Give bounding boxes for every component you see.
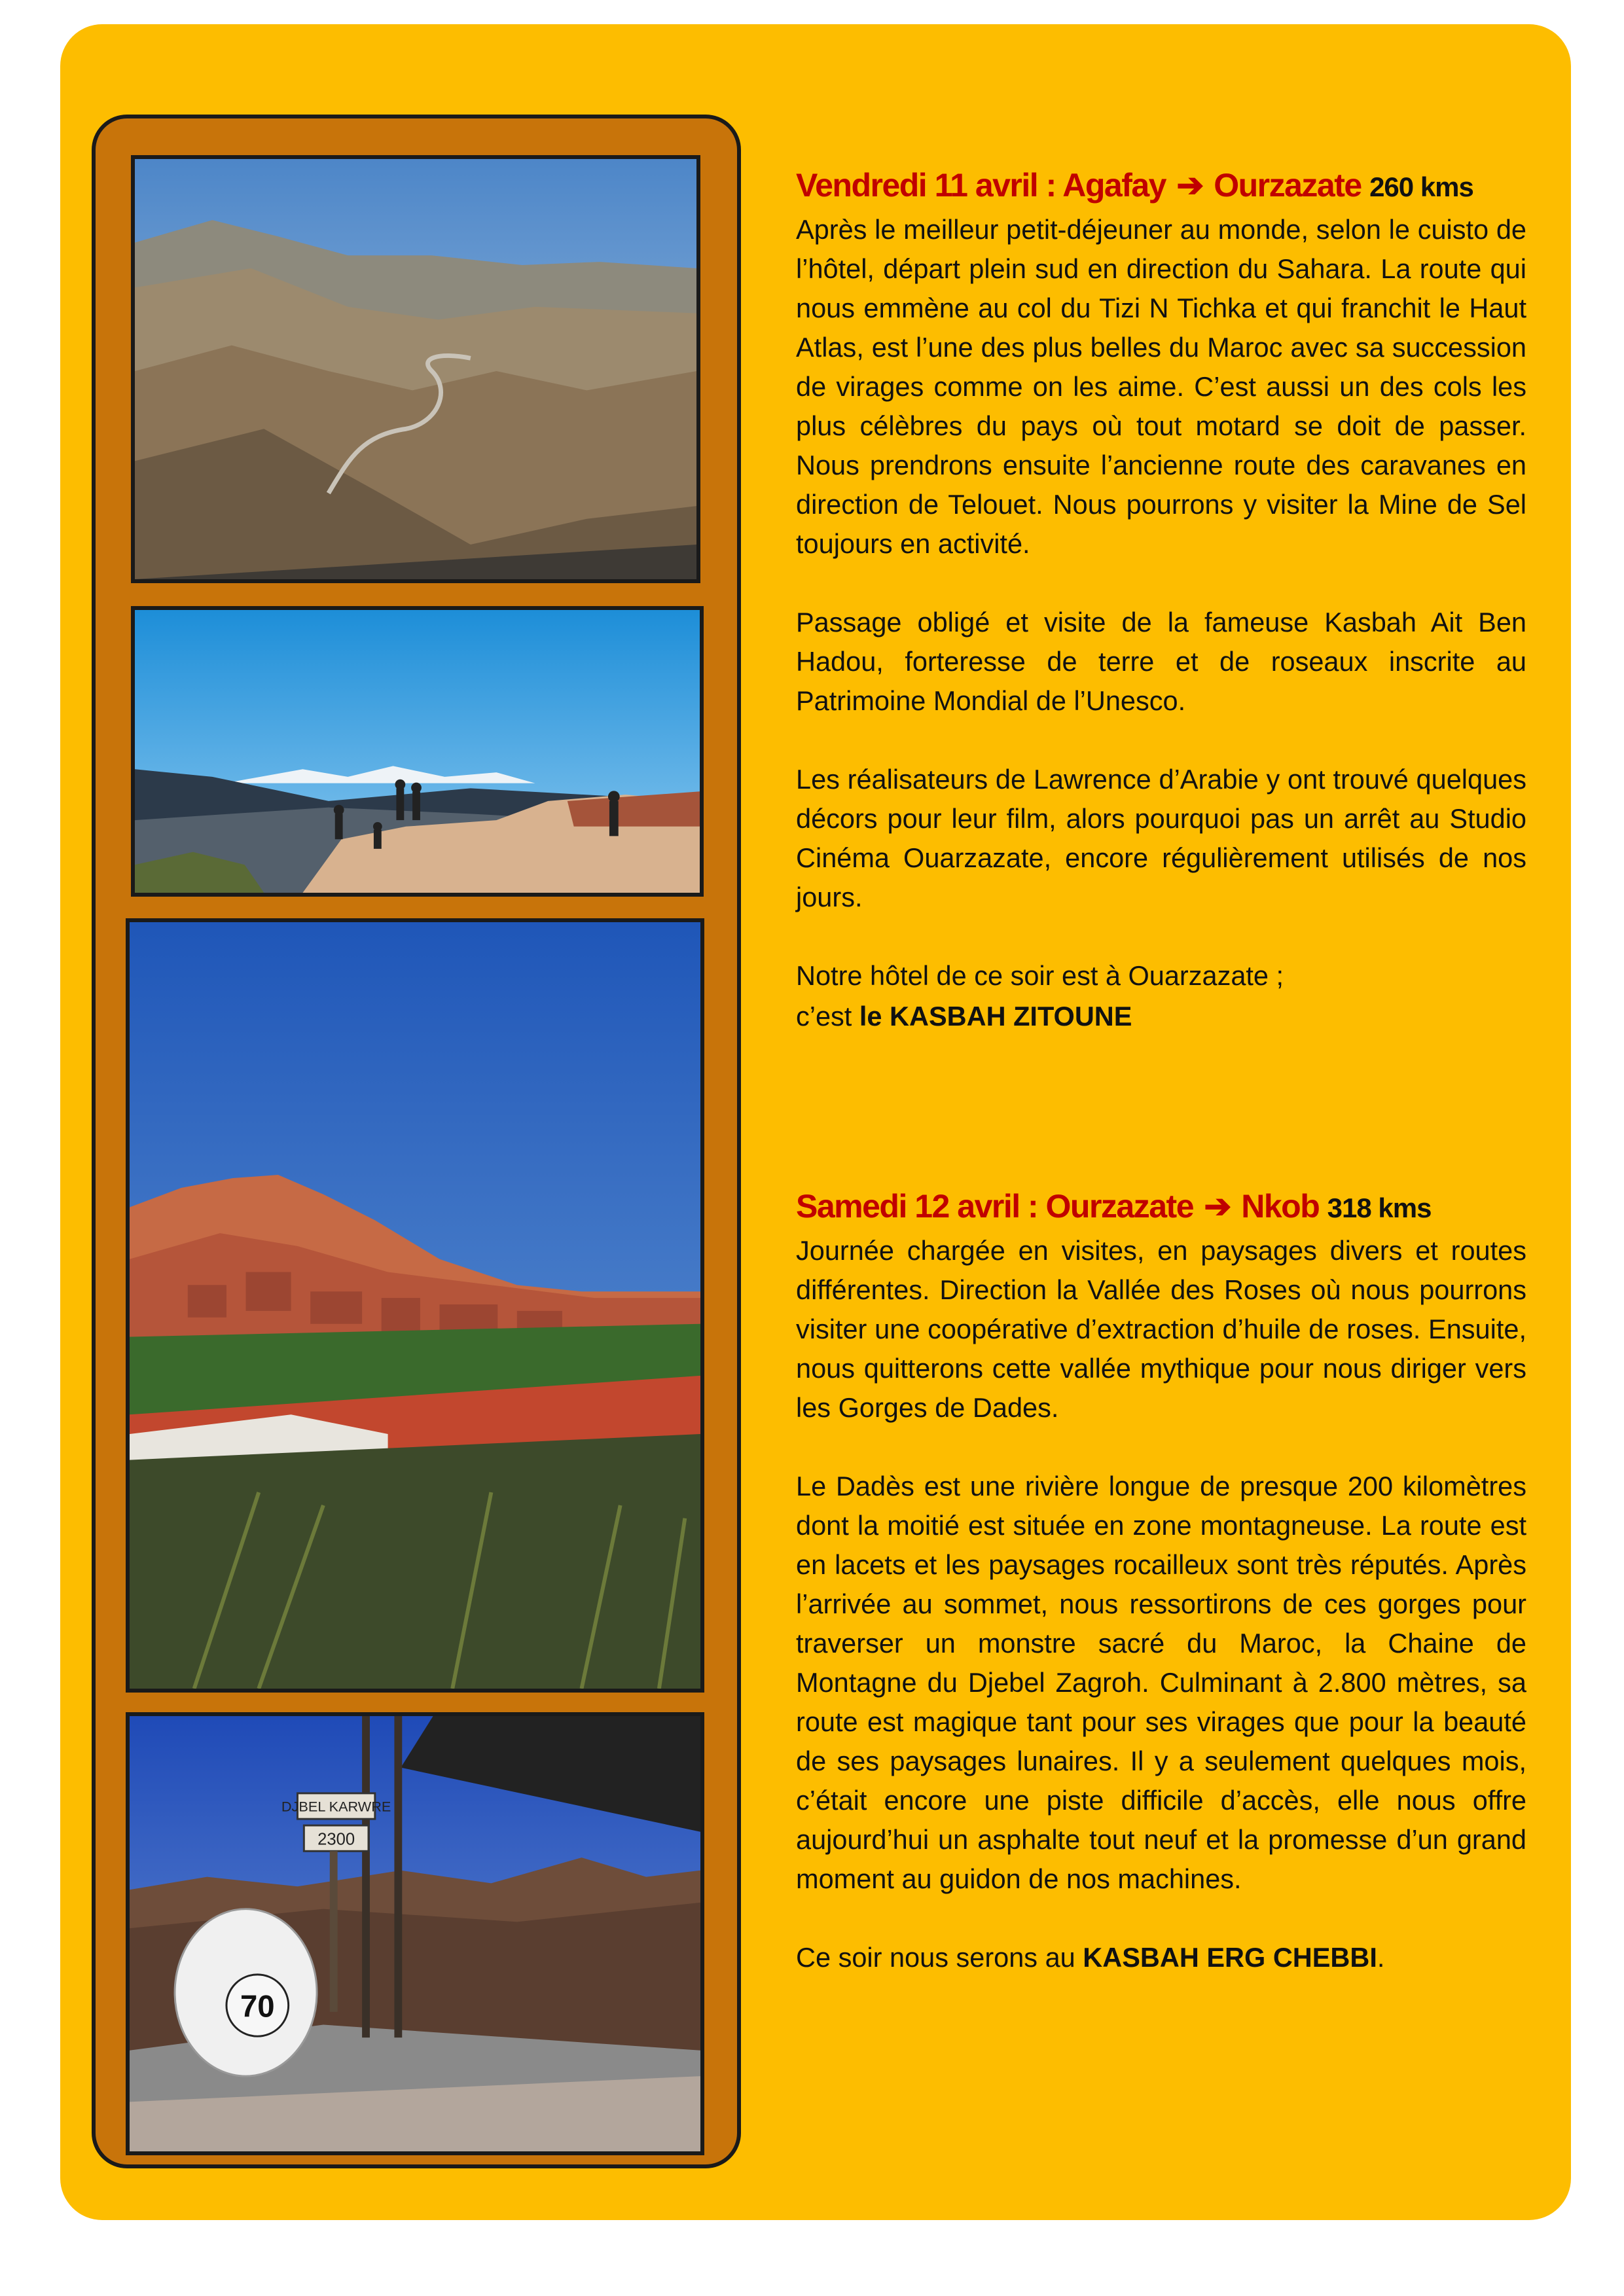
day1-title-prefix: Vendredi 11 avril : Agafay <box>796 167 1166 204</box>
arrow-right-icon: ➔ <box>1176 167 1203 204</box>
photo-kasbah <box>126 918 704 1693</box>
photo-mountain-road <box>131 155 700 583</box>
day2-evening-suffix: . <box>1377 1942 1385 1973</box>
photo-djebel-sign <box>126 1712 704 2155</box>
day2-paragraph-2: Le Dadès est une rivière longue de presque 200 kilomètres dont la moitié est située en zone montagneuse. La route est en lacets et les paysages rocailleux sont très réputés. Après l’arrivée au sommet, nous ressortirons de ces gorges pour traverser un monstre sacré du Maroc, la Chaine de Montagne du Djebel Zagroh. Culminant à 2.800 mètres, sa route est magique tant pour ses virages que pour la beauté de ses paysages lunaires. Il y a seulement quelques mois, c’était encore une piste difficile d’accès, elle nous offre aujourd’hui un asphalte tout neuf et la promesse d’un grand moment au guidon de nos machines. <box>796 1471 1526 1894</box>
helmet-number: 70 <box>240 1989 275 2024</box>
day2-section <box>796 1183 1526 1977</box>
day1-section <box>796 162 1526 1036</box>
sign-text: DJBEL KARWRE <box>281 1798 391 1815</box>
day1-title-suffix: Ourzazate <box>1214 167 1362 204</box>
day1-hotel-name-line <box>796 997 1526 1036</box>
photo-icon <box>135 610 700 893</box>
day1-distance: 260 kms <box>1369 171 1473 202</box>
photo-viewpoint <box>131 606 704 897</box>
day1-hotel-prefix: c’est <box>796 1001 859 1031</box>
day1-paragraph-1: Après le meilleur petit-déjeuner au monde, selon le cuisto de l’hôtel, départ plein sud en direction du Sahara. La route qui nous emmène au col du Tizi N Tichka et qui franchit le Haut Atlas, est l’une des plus belles du Maroc avec sa succession de virages comme on les aime. C’est aussi un des cols les plus célèbres du pays où tout motard se doit de passer. Nous prendrons ensuite l’ancienne route des caravanes en direction de Telouet. Nous pourrons y visiter la Mine de Sel toujours en activité. <box>796 214 1526 559</box>
photo-icon <box>135 159 696 579</box>
photo-icon <box>130 922 700 1689</box>
day2-title <box>796 1183 1526 1231</box>
day1-paragraph-3: Les réalisateurs de Lawrence d’Arabie y ont trouvé quelques décors pour leur film, alors pourquoi pas un arrêt au Studio Cinéma Ouarzazate, encore régulièrement utilisés de nos jours. <box>796 764 1526 912</box>
day2-title-prefix: Samedi 12 avril : Ourzazate <box>796 1188 1194 1225</box>
day2-distance: 318 kms <box>1327 1193 1432 1223</box>
day1-paragraph-2: Passage obligé et visite de la fameuse Kasbah Ait Ben Hadou, forteresse de terre et de roseaux inscrite au Patrimoine Mondial de l’Unesco. <box>796 607 1526 716</box>
photo-icon <box>130 1716 700 2151</box>
day2-paragraph-1: Journée chargée en visites, en paysages divers et routes différentes. Direction la Vallée des Roses où nous pourrons visiter une coopérative d’extraction d’huile de roses. Ensuite, nous quitterons cette vallée mythique pour nous diriger vers les Gorges de Dades. <box>796 1235 1526 1423</box>
day1-title <box>796 162 1526 210</box>
day1-hotel-name: le KASBAH ZITOUNE <box>859 1001 1132 1031</box>
day2-evening-prefix: Ce soir nous serons au <box>796 1942 1083 1973</box>
day2-evening-hotel: KASBAH ERG CHEBBI <box>1083 1942 1377 1973</box>
day1-hotel-line: Notre hôtel de ce soir est à Ouarzazate ; <box>796 960 1284 991</box>
arrow-right-icon: ➔ <box>1204 1188 1231 1225</box>
day2-title-suffix: Nkob <box>1241 1188 1320 1225</box>
sign-altitude: 2300 <box>317 1830 355 1849</box>
day2-evening-line <box>796 1938 1526 1977</box>
